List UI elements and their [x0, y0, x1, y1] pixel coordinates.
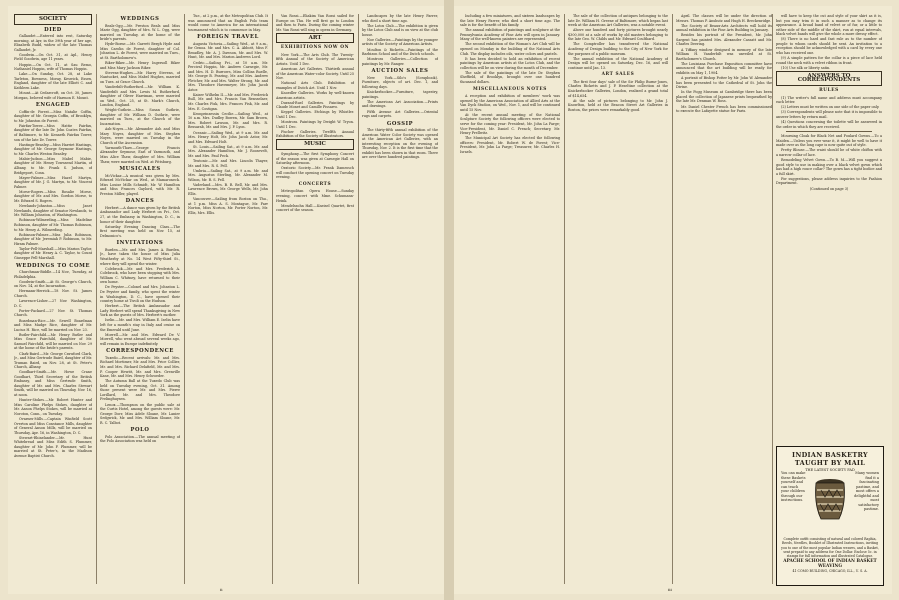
article-paragraph: Vanderbilt-Rutherfurd.—Mr. William K. Vanderbilt and Mrs. Lewis M. Rutherfurd, daughter of Oliver Harriman, were married on Wed., Oct. 25, at St. Mark's Church, London, England. — [100, 85, 180, 108]
article-paragraph: Polo Association.—The annual meeting of the Polo Association was held on — [100, 434, 180, 444]
article-paragraph: Kronprinzessin Cecilie.—Sailing Wed., at 10 a.m. Mrs. Dudley Bowen, Mr. Sam Brown, Mrs. Robert Lawson, Mr. and Mrs. R. Bessarab, Mr. and Mrs. J. P. Lyon. — [188, 111, 268, 130]
article-paragraph: (10) Use silk or liberty satin. — [781, 65, 831, 70]
section-heading: POLO — [130, 427, 150, 434]
right-page — [454, 6, 892, 594]
article-paragraph: Keppel Galleries. Etchings by Whistler. Until 1 Dec. — [276, 110, 354, 119]
column-rule — [564, 14, 565, 584]
divider — [786, 131, 872, 132]
article-paragraph: (4) Questions concerning the toilette will be answered in the order in which they are received. — [776, 120, 882, 129]
concerts-heading: CONCERTS — [298, 181, 332, 187]
article-paragraph: Newlands-Johnston.—Miss Janet Newlands, daughter of Senator Newlands, to Mr. William Johnston, of Washington. — [14, 204, 92, 218]
article-paragraph: Coffin-de Forest.—Miss Natalie Coffin, daughter of Mr. Georgia Coffin, of Brooklyn, to Mr. Johnston de Forest. — [14, 109, 92, 123]
article-paragraph: Noe Galleries.—Paintings by the younger artists of the Society of American Artists. — [362, 37, 438, 47]
column-rule — [184, 14, 185, 584]
left-col-1 — [14, 14, 92, 459]
article-paragraph: Cedric.—Sailing Fri., at 10 a.m. Mr. Percival Hoppin, Mr. Andrew Carnegie, Mr. and Mrs. H. D. Burrows, Miss Collins Ruelle, Mr. George B. Fearing, Mr. and Mrs. Andrew Fletcher, Mr. and Mrs. Walter Strong, Mr. and Mrs. Theodore Havemeyer, Mr. John Jacob Astor. — [188, 60, 268, 92]
article-paragraph: Porter-Packard.—27 Nov. St. Thomas Church. — [14, 308, 92, 318]
article-paragraph: A portrait of Bishop Potter by Mr. John W. Alexander has been presented to the Cathedral of St. John the Divine. — [676, 76, 772, 90]
article-paragraph: The annual exhibition of paintings and sculpture at the Pennsylvania Academy of Fine Arts will open in January. Many of the well-known painters are represented. — [460, 28, 560, 42]
article-paragraph: Clark-Baird.—Mr. George Crawford Clark, Jr., and Miss Gertrude Baird, daughter of Mr. Truman Baird, on Nov. 28, at St. Peter's Church, Albany. — [14, 351, 92, 370]
article-paragraph: The annual exhibition of the National Academy of Design will be opened on Saturday, Dec. 16, and will continue until Jan. 13. — [568, 56, 668, 70]
article-paragraph: Stewart-Rhinelander.—Mr. Hunt Whitebread and Miss Edith S. Plummer, daughter of Mr. John F. Plummer, will be married at St. Peter's, in the Madison Avenue Baptist Church. — [14, 435, 92, 458]
article-paragraph: For suggestions, please address inquiries to the Fashion Department. — [776, 176, 882, 186]
article-paragraph: Montross. Paintings by Dwight W. Tryon. Until 1 Dec. — [276, 120, 354, 129]
article-paragraph: Moulton & Ricketts.—Paintings of the Barbizon School and of the Dutch schools. — [362, 47, 438, 57]
article-paragraph: Herbert.—A dance was given by the British Ambassador and Lady Herbert on Fri., Oct. 27, at the Embassy in Washington, D. C., in honor of their daughter. — [100, 205, 180, 224]
article-paragraph: Colebrook.—Mr. and Mrs. Frederick A. Colebrook, who have been stopping with Mrs. William C. Whitney, have returned to their own home. — [100, 266, 180, 285]
article-paragraph: Umbria.—Sailing Sat., at 9 a.m. Mr. and Mrs. Augustus Sterling, Mr. Alexander M. Wilson, Mr. R. S. Pell. — [188, 168, 268, 182]
article-paragraph: Goodhart-Smith.—Mr. Howe Crane Goodhart, Third Secretary of the British Embassy, and Miss Gertrude Smith, daughter of Mr. and Mrs. Charles Stewart Smith, will be married on Thursday, Nov. 16, at noon. — [14, 370, 92, 398]
column-rule — [96, 14, 97, 584]
section-heading: DANCES — [125, 198, 155, 205]
section-heading: MUSICALES — [119, 166, 161, 173]
article-paragraph: Vaderland.—Mrs. B. R. Bell, Mr. and Mrs. Lawrence Brown, Mr. George Wells, Mr. John Ellis. — [188, 182, 268, 196]
section-heading: WEDDINGS — [120, 16, 160, 22]
article-paragraph: Tue., at 2 p.m., at the Metropolitan Club. It was announced that an English Polo team would come to America for an international tournament which is to commence in May. — [188, 14, 268, 32]
column-rule — [672, 14, 673, 584]
article-paragraph: Mourning Cloak for Black Net and Foulard Gowns.—To a Maiden.—Unless you ever wear it, it might be well to have it made over as the long cape is now quite out of style. — [776, 134, 882, 148]
article-paragraph: The Comptroller has transferred the National Academy of Design building to the City of New York for the purposes of a public museum. — [568, 42, 668, 56]
article-paragraph: Mount.—At Cedarcroft, on Oct. 30, James Morgan, beloved wife of Harmon E. Mount. — [14, 91, 92, 100]
article-paragraph: Including a few miniatures, and sixteen landscapes by the late Henry Farrer, who died a short time ago. The sale is for the benefit of his family. — [460, 14, 560, 28]
article-paragraph: (2) Letters must be written on one side of the paper only. — [781, 105, 880, 110]
article-paragraph: The Autumn Ball at the Tuxedo Club was held on Tuesday evening, Oct. 31. Among those present were Mr. and Mrs. Pierre Lorillard, Mr. and Mrs. Theodore Frelinghuysen. — [100, 379, 180, 402]
article-paragraph: Hunter-Stokes.—Mr. Robert Hunter and Miss Caroline Phelps Stokes, daughter of Mr. Anson Phelps Stokes, will be married at Noroton, Conn., on Tuesday. — [14, 398, 92, 416]
article-paragraph: Durand-Ruel Galleries. Paintings by Claude Monet and Camille Pissarro. — [276, 100, 354, 110]
article-paragraph: Hermann-Herrick.—18 Nov. St. James Church. — [14, 289, 92, 298]
article-paragraph: Fairfax-Tower.—Miss Hattie Fairfax, daughter of the late Dr. John Coates Fairfax, of Baltimore, to Mr. Kenneth Fairfax Tower, son of the late Dr. Tower. — [14, 123, 92, 142]
article-paragraph: The Society of Beaux-Arts Architects will hold its annual exhibition in the Fine Arts Building in January. — [676, 23, 772, 33]
article-paragraph: Fischer Galleries. Twelfth Annual Exhibition of the Society of Illustrators. — [276, 129, 354, 139]
article-paragraph: The first four days' sale of the Sir Philip Burne-Jones, Charles Ricketts and J. P. Heseltine collection at the Knickerbocker Galleries, London, realized a grand total of $14,654. — [568, 79, 668, 98]
column-rule — [358, 14, 359, 584]
article-paragraph: The second exhibition of the Woman's Art Club will be opened on Monday in the building of the National Arts Club. The display includes oils, water colors and pastels. — [460, 42, 560, 56]
article-paragraph: McVickar.—A musical was given by Mrs. Edward McVickar on Wed., at Mamaroneck. Miss Louise Mills Schmidt, Mr. W. Hamilton and Miss Frances Gaylord, with Mr. R. Preston Miller, played. — [100, 173, 180, 196]
article-paragraph: Hoppin.—On Oct. 11, at Sau Remo, Nathaniel Hoppin, wife of Thomas Hoppin. — [14, 62, 92, 72]
left-col-2 — [100, 14, 180, 445]
section-heading: ENGAGED — [35, 102, 71, 109]
article-paragraph: New York.—The Arts Club. The Twenty-fifth Annual of the Society of American Artists. Until 1 Dec. — [276, 52, 354, 66]
article-paragraph: (3) Correspondents will please note that it is impossible to answer letters by return mail. — [776, 110, 882, 119]
article-paragraph: Burden.—Mr. and Mrs. James A. Burden, Jr., have taken the house of Miss Julia Weatherby at No. 14 West Fifty-third St., where they will spend the winter. — [100, 247, 180, 266]
article-paragraph: At the sale of pictures belonging to Mr. John J. Knowlton, held at the Beacon Street Art Galleries in Boston, the prices were remarkably good. — [568, 98, 668, 112]
ad-right-text: Many women find it a fascinating pastime, and most offers a delightful and most satisfactory pastime. — [854, 471, 879, 511]
article-paragraph: The Louisiana Purchase Exposition committee have announced that the art building will be ready for exhibits on May 1, 1904. — [676, 61, 772, 75]
article-paragraph: A reception and exhibition of members' work was opened by the American Association of Allied Arts at the Van Dyck Studios, on Wed., Nov. 1, and will be continued until 15 Nov. — [460, 94, 560, 112]
right-col-3 — [676, 14, 772, 114]
right-col-2 — [568, 14, 668, 113]
article-paragraph: The sale of the paintings of the late Dr. Stephen Sheffield, of Brooklyn, brought over one hundred thousand dollars. — [460, 70, 560, 85]
article-paragraph: New York.—Silo's (Scrapbook). Furniture, objects of art. Dec. 1, and following days. — [362, 75, 438, 90]
article-paragraph: Iselin.—Mr. and Mrs. William E. Iselin have left for a month's stay in Italy and cruise on the Emerald until June. — [100, 318, 180, 332]
article-paragraph: Symphony.—The first Symphony Concert of the season was given at Carnegie Hall on Saturday afternoon. — [276, 152, 354, 166]
article-paragraph: (1) The writer's full name and address must accompany each letter. — [776, 95, 882, 105]
article-paragraph: Yarmouth-Thaw.—George Francis Alexander Seymour, Earl of Yarmouth, and Miss Alice Thaw, daughter of Mrs. William Thaw, were married on Wed. at Pittsburg. — [100, 145, 180, 164]
article-paragraph: Stevens-Hughes.—Mr. Harry Stevens, of Nantucket, and Miss Mabel Hughes, married on Tues. at Grace Church. — [100, 70, 180, 84]
ad-body — [781, 471, 879, 533]
article-paragraph: Lenox.—Thompson on the public sale at the Curtis Hotel, among the guests were: Mr. George Dorr, Miss Adele Sloane, Mr. Lanier Sedgwick, Mr. and Mrs. William Sloane, Mr. R. C. Talbot. — [100, 402, 180, 425]
ad-subtitle: THE LATEST SOCIETY FAD — [805, 468, 855, 472]
article-paragraph: Metropolitan Opera House.—Sunday evening, concert with Mme. Schumann-Heink. — [276, 189, 354, 203]
ad-offer-text: Complete outfit consisting of natural and colored Raphia, Reeds, Needles, Booklet of Illustrated Instructions, inviting you to one of the most popular Indian weaves, and a Basket, sent prepaid to any address for One Dollar. Enclose 5c. in stamps for full information and illustrated Catalogue. — [781, 537, 879, 559]
article-paragraph: At the recent annual meeting of the National Sculpture Society the following officers were elected to serve for the coming year: President, Mr. John La Farge; Vice-President, Mr. Daniel C. French; Secretary, Mr. Henry Prellwitz. — [460, 112, 560, 136]
ad-title: INDIAN BASKETRY TAUGHT BY MAIL — [792, 451, 868, 467]
ad-school-name: APACHE SCHOOL OF INDIAN BASKET WEAVING — [783, 559, 877, 569]
left-col-5 — [362, 14, 438, 161]
article-paragraph: Kaiser Wilhelm II.—Mr. and Mrs. Frederick Bull, Mr. and Mrs. Francis Van Rensselaer, Mr. Charles Fisk, Mrs. Frances Fisk, Mr. and Mrs. E. Costigan. — [188, 92, 268, 111]
article-paragraph: Ash-Noyes.—Mr. Alexander Ash and Miss Mary Noyes, daughter of Mrs. Stephen Noyes, were married on Tuesday in the Church of the Ascension. — [100, 127, 180, 145]
article-paragraph: Lawrence-Lisher.—27 Nov. Washington, D. C. — [14, 299, 92, 308]
left-col-3 — [188, 14, 268, 216]
section-heading: GOSSIP — [386, 120, 414, 127]
article-paragraph: Wright-Guthrie.—Miss Susan Guthrie, daughter of Mr. William D. Guthrie, were married on Tues., at the Church of the Incarnation. — [100, 108, 180, 126]
article-paragraph: Hastings-Beasley.—Miss Harriet Hastings, daughter of Mr. George Seymour Hastings, to Mr. Charles Weston Beasley. — [14, 142, 92, 156]
ad-footer — [781, 537, 879, 573]
article-paragraph: Teutonic.—Mr. and Mrs. Lincoln Thayer, Mr. and Mrs. R. S. Pell. — [188, 158, 268, 168]
art-ornament: ART — [276, 33, 354, 44]
section-heading: WEDDINGS TO COME — [15, 262, 91, 269]
art-sales-heading: ART SALES — [601, 72, 635, 78]
article-paragraph: Goodwin.—On Oct. 31, at Apl., Henry Field Goodwin, age 11 years. — [14, 52, 92, 62]
left-page-number: ii — [220, 587, 223, 592]
section-heading: AUCTION SALES — [371, 68, 429, 75]
article-paragraph: Mayer-Palmer.—Miss Hazel Martyn, daughter of Mr. J. G. Martyn, to Mr. Vincent Palmer. — [14, 175, 92, 189]
society-ornament: SOCIETY — [14, 14, 92, 25]
article-paragraph: Herbert.—The British Ambassador and Lady Herbert will spend Thanksgiving in New York as the guests of Mrs. Herbert's mother. — [100, 304, 180, 318]
article-paragraph: De Peyster.—Colonel and Mrs. Johnston L. De Peyster and family, who spent the winter in Washington, D. C., have opened their country home at Tivoli on the Hudson. — [100, 285, 180, 304]
continued-note: (Continued on page 3) — [809, 186, 849, 191]
article-paragraph: Augusta Victoria.—Sailing Wed., at 9 a.m., for Genoa. Mr. and Mrs. C. A. Abbott, Miss F. Broadley, Mr. A. J. Dawson, Mr. and Mrs. W. Hunt, Mr. and Mrs. Marion Andrews Lord. — [188, 41, 268, 60]
article-paragraph: (8) There is no hard and fast rule as to the number of people to whom cards should be sent. An invitation to a reception should be acknowledged with a card by every one who has received one. — [776, 37, 882, 55]
article-paragraph: The sale of the collection of antiques belonging to the late Dr. William H. Greene of Baltimore, which began last week at the American Art Galleries, was a notable event. — [568, 14, 668, 28]
binding-gutter — [444, 0, 454, 600]
left-page — [8, 6, 444, 594]
article-paragraph: Lake.—On Sunday, Oct. 28, at Lake Tarleton, Bowness, Moray, Keswick, Essex, England, daughter of the late Elliott C. and Kathleen Lake. — [14, 72, 92, 90]
left-col-4 — [276, 14, 354, 213]
right-col-4 — [776, 14, 882, 440]
article-paragraph: Oratorio Society.—Mr. Frank Damrosch will conduct the opening concert on Tuesday evening. — [276, 166, 354, 180]
article-paragraph: Goodwin-Smith.—At St. George's Church, on Nov. 14, at the Incarnation. — [14, 279, 92, 289]
article-paragraph: Robinson-Wilmerding.—Miss Madeline Robinson, daughter of Mr. Thomas Robinson, to Mr. Henry A. Wilmerding. — [14, 218, 92, 232]
article-paragraph: Oceanic.—Sailing Wed., at 9 a.m. Mr. and Mrs. Henry Holt, Mr. John Jacob Astor, Mr. and Mrs. Edward Holt. — [188, 130, 268, 144]
section-heading: FOREIGN TRAVEL — [197, 34, 259, 41]
exhibitions-heading: EXHIBITIONS NOW ON — [280, 45, 350, 51]
article-paragraph: Robinson-Palmer.—Miss Julia Robinson, daughter of Mr. Jeremiah P. Robinson, to Mr. Hiram Palmer. — [14, 232, 92, 246]
section-heading: INVITATIONS — [116, 240, 164, 247]
right-col-1 — [460, 14, 560, 155]
article-paragraph: Pretty Blouse.—The waist should be of white chiffon with a narrow collar of lace. — [776, 148, 882, 157]
article-paragraph: In the Fogg Museum at Cambridge there has been placed the collection of Japanese prints bequeathed by the late Mr. Denman W. Ross. — [676, 90, 772, 104]
music-ornament: MUSIC — [276, 139, 354, 150]
article-paragraph: Riker-Riker.—Mr. Henry Ingersoll Riker and Miss Mary Jackson Riker. — [100, 61, 180, 70]
column-rule — [272, 14, 273, 584]
article-paragraph: A Tiffany window designed in memory of the late William H. Vanderbilt was unveiled at St. Bartholomew's Church. — [676, 47, 772, 61]
article-paragraph: American Art Galleries. Thirtieth annual of the American Water-color Society. Until 25 Nov. — [276, 67, 354, 81]
article-paragraph: Knoedler Galleries. Works by well-known American artists. — [276, 91, 354, 100]
article-paragraph: Gallaudet.—Entered into rest, Saturday morning, at Ayr, in the 39th year of her age, Elizabeth Budd, widow of the late Thomas Gallaudet, Jr. — [14, 34, 92, 52]
article-paragraph: Tuxedo.—Recent arrivals: Mr. and Mrs. Richard Mortimer, Mr. and Mrs. Price Collier, Mr. and Mrs. Richard Delafield, Mr. and Mrs. P. Cooper Hewitt, Mr. and Mrs. Grenville Kane, Mr. and Mrs. Henry Schroeder. — [100, 355, 180, 379]
article-paragraph: Remodeling Velvet Gown.—To B. M.—Will you suggest a good style to use in making over a black velvet gown which has had a high rouce collar? The gown has a tight bodice and a full skirt. — [776, 158, 882, 176]
article-paragraph: April. The classes will be under the direction of Messrs. Thomas P. Anshutz and Hugh H. Breckenridge. — [676, 14, 772, 23]
article-paragraph: Saturday Evening Dancing Class.—The first meeting was held on Nov. 15, at Delmonico's. — [100, 224, 180, 238]
section-heading: CORRESPONDENCE — [106, 348, 174, 355]
article-paragraph: Morse-Rogers.—Miss Rosalie Morse, daughter of Mr. and Mrs. Gordon Morse, to Mr. Edward S. Rogers. — [14, 189, 92, 204]
rules-heading: RULES — [819, 88, 839, 94]
article-paragraph: Mr. Daniel Chester French has been commissioned to execute the Lafayette statue for Paris. — [676, 104, 772, 114]
article-paragraph: It has been decided to hold an exhibition of recent paintings by American artists at the Lotos Club, and the collection will be on view during the month of December. — [460, 56, 560, 70]
article-paragraph: Van Rossi.—Eliakim Van Rossi sailed for Europe on Thu. He will first go to London and then to Paris. During the coming winter Mr. Van Rossi will sing in opera in Germany. — [276, 14, 354, 32]
article-paragraph: Besides his portrait of the President, Mr. John Sargent has painted Mrs. Alexander Cassatt and Mr. Charles Deering. — [676, 33, 772, 47]
article-paragraph: Churchman-Biddle.—14 Nov., Tuesday, at Philadelphia. — [14, 270, 92, 279]
article-paragraph: Above one hundred and forty pictures brought nearly $300,000 at a sale of works by old masters belonging to the late Geo. W. Childs and Mr. Edward Coulthard. — [568, 28, 668, 42]
article-paragraph: Landscapes by the late Henry Farrer, who died a short time ago. — [362, 14, 438, 23]
article-paragraph: Mabie-Judson.—Miss Mabel Mabie, daughter of Mr. Henry Townsend Martin, of Albany, to Mr. Frank S. Judson, of Bridgeport, Conn. — [14, 156, 92, 175]
article-paragraph: Montross Galleries.—Collection of paintings by Mr. Ranger. — [362, 57, 438, 66]
article-paragraph: The Municipal Art Society has elected the following officers: President, Mr. Robert W. de Forest; Vice-President, Mr. John La Farge; Treasurer, Mr. Charles H. Israels. — [460, 136, 560, 154]
article-paragraph: National Arts Club. Exhibition of examples of Dutch Art. Until 1 Nov. — [276, 81, 354, 90]
article-paragraph: (9) A simple pattern for the collar is a piece of lace held round the neck with a velvet ribbon in front. — [776, 56, 882, 65]
article-paragraph: Fifth Avenue Art Galleries.—Oriental rugs and carpets. — [362, 109, 438, 119]
ad-address: 41 COMO BUILDING, CHICAGO, ILL., U. S. A. — [792, 569, 868, 574]
column-rule — [772, 14, 773, 584]
misc-notes-heading: MISCELLANEOUS NOTES — [473, 86, 547, 92]
section-heading: DIED — [44, 26, 62, 33]
article-paragraph: Beals-Ogg.—Mr. Preston Beals and Miss Marie Ogg, daughter of Mrs. W. L. Ogg, were married on Tuesday, at the home of the bride's parents. — [100, 23, 180, 42]
answers-ornament: ANSWERS TO CORRESPONDENTS — [776, 71, 882, 86]
article-paragraph: Taylor-Pell-Marshall.—Miss Marion Taylor, daughter of Mr. Henry A. C. Taylor, to Count Giuseppe Pell-Marshall. — [14, 246, 92, 260]
article-paragraph: will have to keep the cut and style of your skirt as it is, but you may trim it in such a manner as to change its appearance. A broad band of velvet or of fur, or a little to either side of the middle of the skirt, run at equal intervals, black velvet bands will give the whole a more dressy effect. — [776, 14, 882, 37]
article-paragraph: Knickerbocker.—Furniture, tapestry, paintings. — [362, 90, 438, 99]
article-paragraph: The Lotos Club.—The exhibition is given by the Lotos Club and is on view at the club house. — [362, 23, 438, 37]
article-paragraph: Hyde-Borne.—Mr. Garrett Bergh Hyde and Miss Carolin de Forest, daughter of Col. Johnston L. de Forest, were married on Tues., at St. Bartholomew's. — [100, 42, 180, 60]
indian-basketry-advertisement — [776, 446, 884, 586]
article-paragraph: Morrell.—Mr. and Mrs. Edward De V. Morrell, who went abroad several weeks ago, will remain in Europe indefinitely. — [100, 332, 180, 346]
article-paragraph: St. Louis.—Sailing Sat., at 9 a.m. Mr. and Mrs. Alexander Hamilton, Mr. J. Roosevelt, Mr. and Mrs. Paul Peck. — [188, 144, 268, 158]
article-paragraph: Ovarnes-Mills.—Captain Winfield Scott Overton and Miss Constance Mills, daughter of General Anson Mills, will be married on Thursday, Apr. 16, in Washington, D. C. — [14, 416, 92, 435]
article-paragraph: The American Art Association.—Prints and drawings. — [362, 99, 438, 109]
article-paragraph: The thirty-fifth annual exhibition of the American Water Color Society was opened at the American Art Galleries, with an interesting reception on the evening of Thursday, Nov. 2. It is the first time that the exhibit has been shown in that room. There are over three hundred paintings. — [362, 128, 438, 160]
article-paragraph: Butler-Fairchild.—Mr. Henry Butler and Miss Grace Fairchild, daughter of Mr. Samuel Fairchild, will be married on Nov. 29 at the home of the bride's parents. — [14, 332, 92, 351]
article-paragraph: Vancouver.—Sailing from Boston on Thu., at 1 p.m. Miss A. S. Montague, Mr. Farr Norton, Miss Norton, Mr. Porter Norton, Mr. Ellis, Mrs. Ellis. — [188, 197, 268, 215]
right-page-number: iii — [668, 587, 672, 592]
basket-illustration-icon — [811, 475, 849, 523]
article-paragraph: Boardman-Rice.—Mr. Sewell Boardman and Miss Madge Rice, daughter of Mr. Lucius H. Rice, will be married on Nov. 23. — [14, 318, 92, 332]
ad-left-text: You can make these Baskets yourself and can teach your children through our instructions. — [781, 471, 806, 502]
article-paragraph: Mendelssohn Hall.—Kneisel Quartet, first concert of the season. — [276, 203, 354, 213]
